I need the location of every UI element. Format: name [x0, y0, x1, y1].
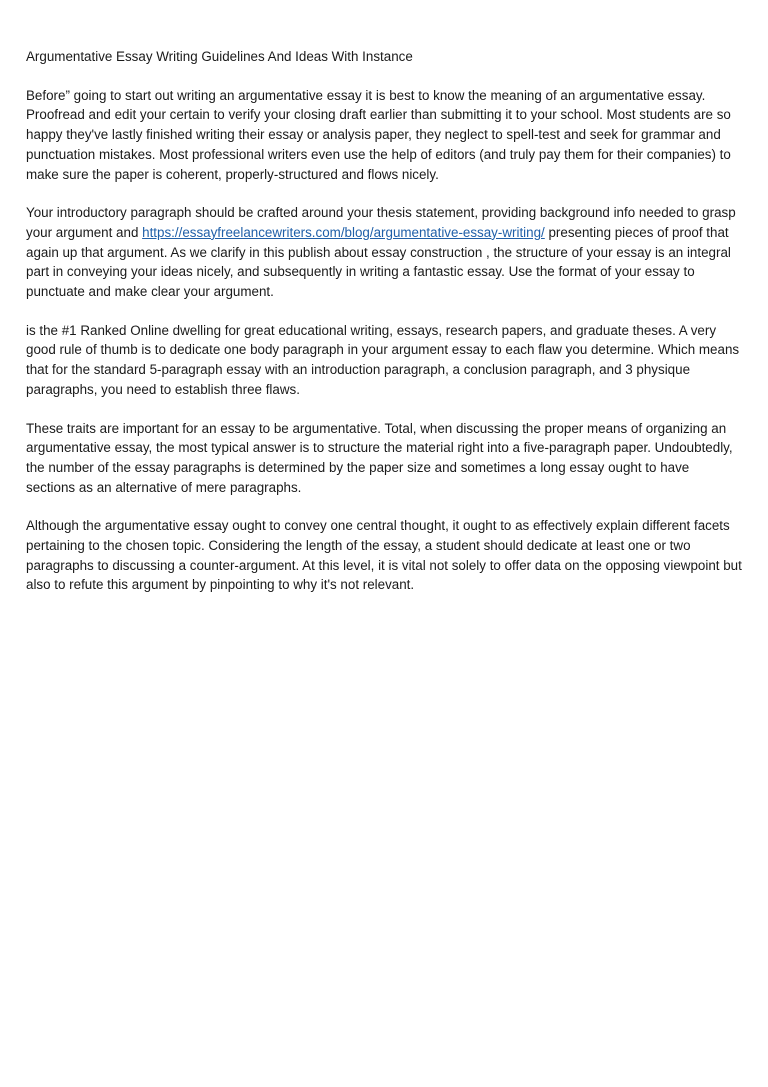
paragraph-2-text-after: presenting pieces of proof that again up that argument. As we clarify in this publish about essay construction , the structure of your essay is an integral part in conveying your ideas nicely, and subsequently in writing a fantastic essay. Use the format of your essay to punctuate and make clear your argument. — [26, 224, 731, 300]
paragraph-5: Although the argumentative essay ought to convey one central thought, it ought to as effectively explain different facets pertaining to the chosen topic. Considering the length of the essay, a student should dedicate at least one or two paragraphs to discussing a counter-argument. At this level, it is vital not solely to offer data on the opposing viewpoint but also to refute this argument by pinpointing to why it's not relevant. — [26, 518, 742, 593]
paragraph-1: Before” going to start out writing an argumentative essay it is best to know the meaning of an argumentative essay. Proofread and edit your certain to verify your closing draft earlier than submitting it to your school. Most students are so happy they've lastly finished writing their essay or analysis paper, they neglect to spell-test and seek for grammar and punctuation mistakes. Most professional writers even use the help of editors (and truly pay them for their companies) to make sure the paper is coherent, properly-structured and flows nicely. — [26, 87, 731, 182]
essay-writing-link[interactable]: https://essayfreelancewriters.com/blog/argumentative-essay-writing/ — [142, 224, 545, 240]
document-page — [26, 47, 742, 614]
paragraph-2 — [26, 203, 742, 302]
paragraph-3: is the #1 Ranked Online dwelling for great educational writing, essays, research papers, and graduate theses. A very good rule of thumb is to dedicate one body paragraph in your argument essay to each flaw you determine. Which means that for the standard 5-paragraph essay with an introduction paragraph, a conclusion paragraph, and 3 physique paragraphs, you need to establish three flaws. — [26, 322, 740, 397]
paragraph-4: These traits are important for an essay to be argumentative. Total, when discussing the proper means of organizing an argumentative essay, the most typical answer is to structure the material right into a five-paragraph paper. Undoubtedly, the number of the essay paragraphs is determined by the paper size and sometimes a long essay ought to have sections as an alternative of mere paragraphs. — [26, 420, 733, 495]
document-title: Argumentative Essay Writing Guidelines And Ideas With Instance — [26, 49, 413, 64]
paragraph-2-text-before: Your introductory paragraph should be crafted around your thesis statement, providing background info needed to grasp your argument and — [26, 205, 736, 240]
